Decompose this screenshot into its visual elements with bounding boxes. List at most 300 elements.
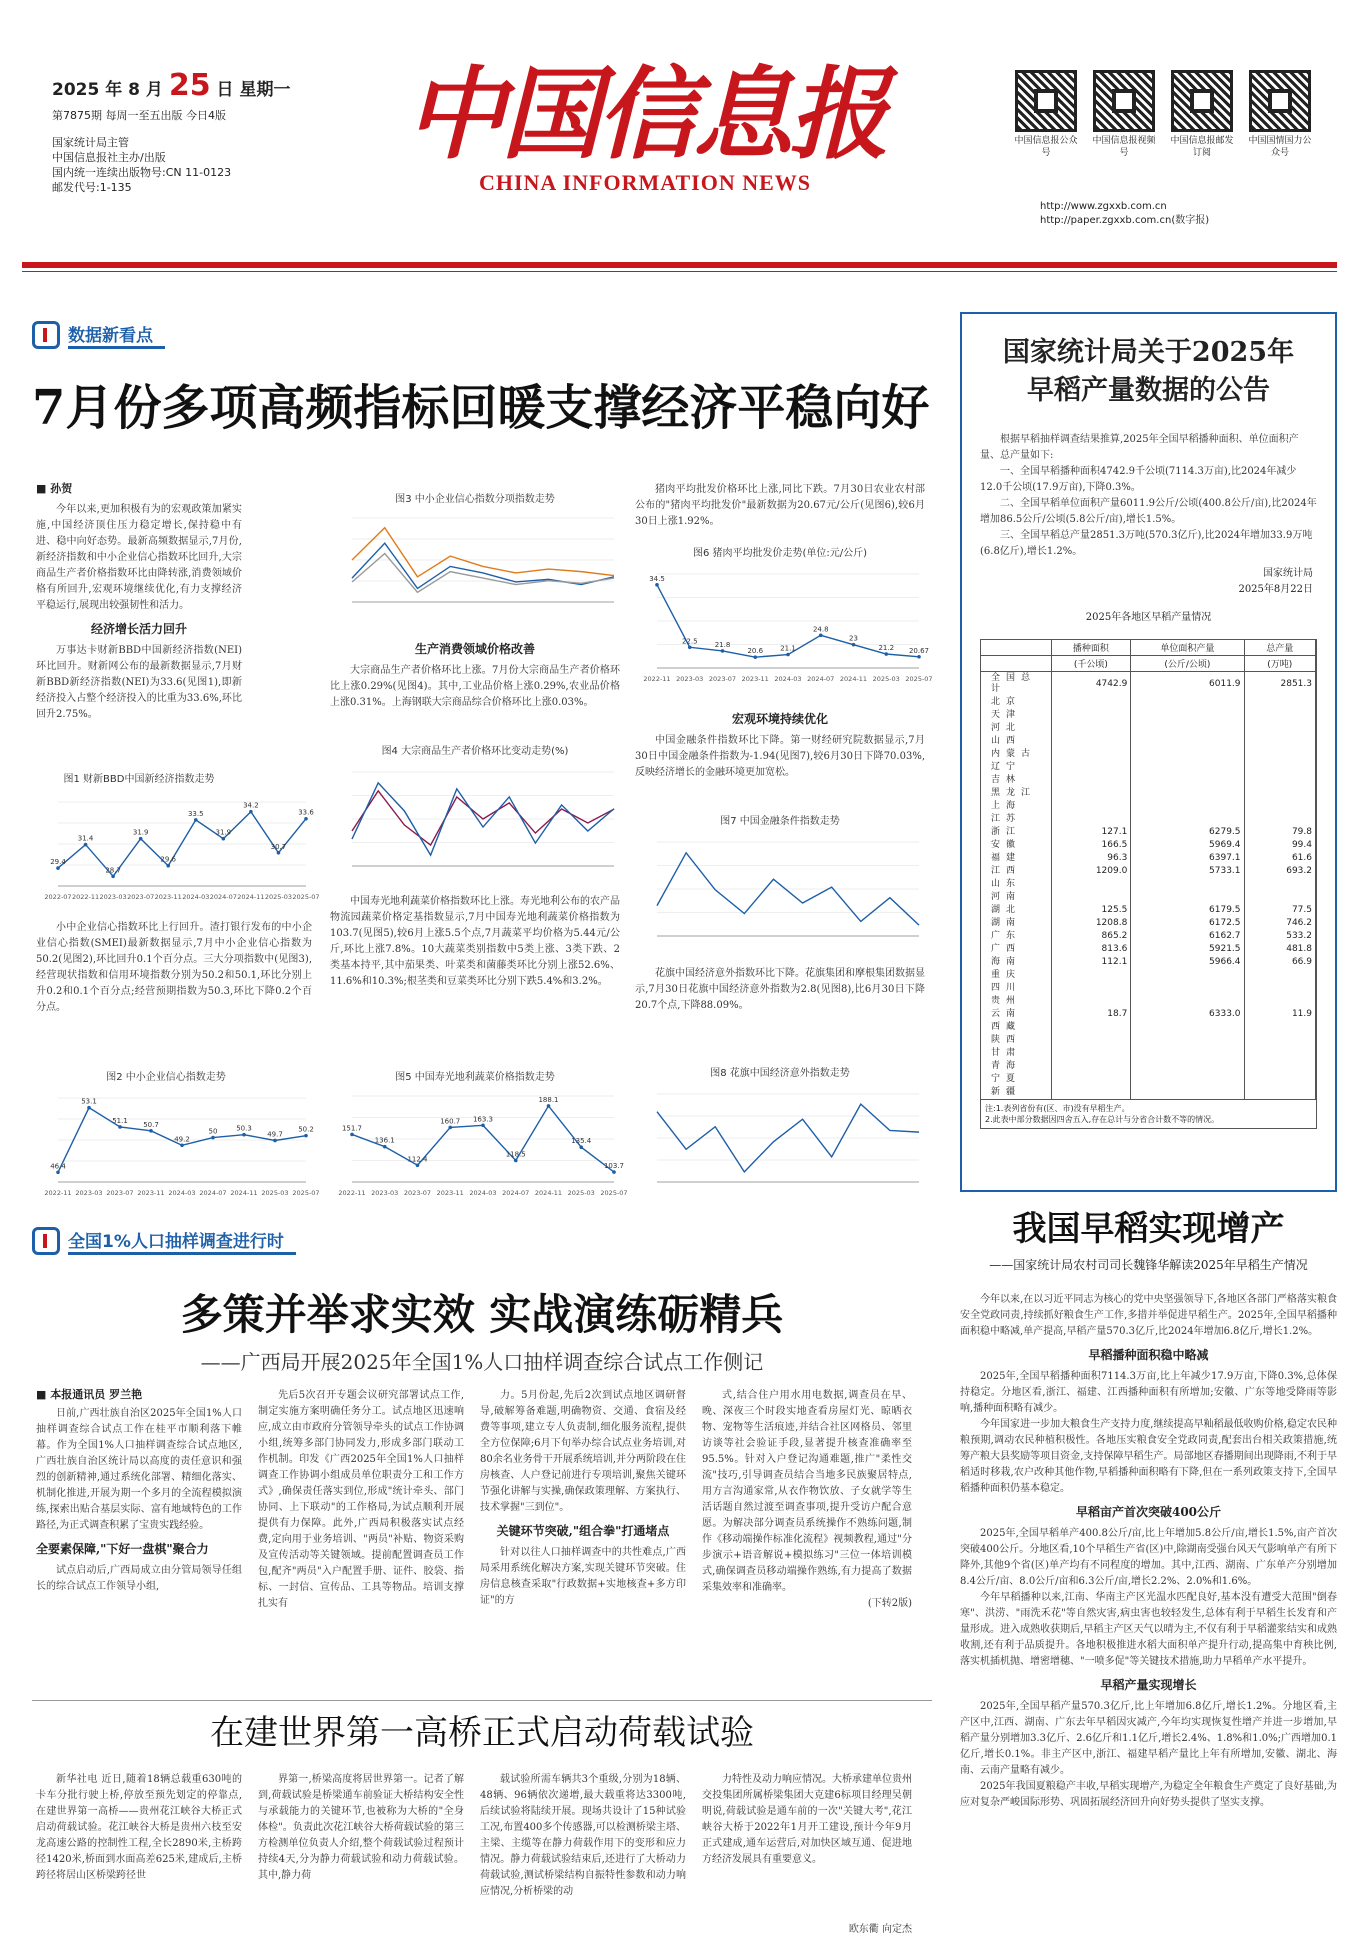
- data-point: [688, 645, 692, 649]
- table-row: [981, 1021, 1316, 1034]
- x-tick-label: 2022-11: [338, 1189, 366, 1197]
- figure-title: 图8 花旗中国经济意外指数走势: [710, 1068, 850, 1079]
- value-cell: [1131, 761, 1244, 774]
- data-label: 30.7: [270, 842, 287, 851]
- chart-fig8: [635, 1084, 925, 1198]
- region-cell: 北京: [981, 696, 1051, 709]
- data-point: [884, 652, 888, 656]
- table-row: [981, 917, 1316, 930]
- value-cell: 5733.1: [1131, 865, 1244, 878]
- date-weekday: 星期一: [239, 80, 291, 100]
- value-cell: 6162.7: [1131, 930, 1244, 943]
- value-cell: 5966.4: [1131, 956, 1244, 969]
- value-cell: [1051, 982, 1131, 995]
- region-cell: 湖南: [981, 917, 1051, 930]
- data-label: 50.7: [143, 1120, 159, 1129]
- value-cell: 1209.0: [1051, 865, 1131, 878]
- data-label: 46.4: [50, 1162, 66, 1171]
- region-cell: 上海: [981, 800, 1051, 813]
- table-row: [981, 956, 1316, 969]
- table-note: 2.此表中部分数据因四舍五入,存在总计与分省合计数不等的情况。: [985, 1115, 1220, 1124]
- data-point: [139, 837, 143, 841]
- x-tick-label: 2022-07: [44, 893, 72, 901]
- value-cell: 125.5: [1051, 904, 1131, 917]
- region-cell: 山东: [981, 878, 1051, 891]
- value-cell: 693.2: [1244, 865, 1315, 878]
- data-point: [242, 1133, 246, 1137]
- value-cell: [1051, 1060, 1131, 1073]
- table-title: 2025年各地区早稻产量情况: [1085, 612, 1212, 623]
- paragraph: 今年早稻播种以来,江南、华南主产区光温水匹配良好,基本没有遭受大范围"倒春寒"、洪涝、"雨洗禾花"等自然灾害,病虫害也较轻发生,总体有利于早稻生长发育和产量形成。进入成熟收获期后,早稻主产区天气以晴为主,不仅有利于早稻灌浆结实和成熟收割,还有利于品质提升。各地积极推进水稻大面积单产提升行动,提高集中育秧比例,落实机插机抛、增密增穗、"一喷多促"等关键技术措施,助力早稻单产水平提升。: [960, 1592, 1337, 1667]
- value-cell: 481.8: [1244, 943, 1315, 956]
- notice-body: [962, 432, 1335, 560]
- value-cell: [1131, 891, 1244, 904]
- x-tick-label: 2023-07: [708, 675, 737, 683]
- value-cell: [1244, 1047, 1315, 1060]
- value-cell: [1131, 1047, 1244, 1060]
- x-tick-label: 2024-11: [839, 675, 868, 683]
- region-cell: 福建: [981, 852, 1051, 865]
- paragraph: 万事达卡财新BBD中国新经济指数(NEI)环比回升。财新网公布的最新数据显示,7月财新BBD新经济指数(NEI)为33.6(见图1),即新经济投入占整个经济投入的比重为33.6%,环比回升2.75%。: [36, 645, 242, 720]
- value-cell: 6279.5: [1131, 826, 1244, 839]
- value-cell: [1051, 891, 1131, 904]
- value-cell: [1244, 1021, 1315, 1034]
- region-cell: 内蒙古: [981, 748, 1051, 761]
- data-point: [304, 817, 308, 821]
- table-header-row: [981, 640, 1316, 656]
- website-link[interactable]: http://www.zgxxb.com.cn: [1040, 201, 1167, 212]
- paragraph: 界第一,桥梁高度将居世界第一。记者了解到,荷载试验是桥梁通车前验证大桥结构安全性与承载能力的关键环节,也被称为大桥的"全身体检"。负责此次花江峡谷大桥荷载试验的第三方检测单位负责人介绍,整个荷载试验过程预计持续4天,分为静力荷载试验和动力荷载试验。其中,静力荷: [258, 1774, 464, 1881]
- table-row: [981, 995, 1316, 1008]
- column-unit: (公斤/公顷): [1131, 656, 1244, 672]
- x-tick-label: 2023-11: [436, 1189, 464, 1197]
- region-cell: 山西: [981, 735, 1051, 748]
- region-cell: 西藏: [981, 1021, 1051, 1034]
- column-header: 播种面积: [1051, 640, 1131, 656]
- data-label: 33.5: [187, 809, 204, 818]
- paragraph: 针对以往人口抽样调查中的共性难点,广西局采用系统化解决方案,实现关键环节突破。住房信息核查采取"行政数据+实地核查+多方印证"的方: [480, 1547, 686, 1606]
- figure-title: 图3 中小企业信心指数分项指数走势: [395, 494, 555, 505]
- table-row: [981, 839, 1316, 852]
- column-unit: (万吨): [1244, 656, 1315, 672]
- value-cell: 746.2: [1244, 917, 1315, 930]
- data-point: [547, 1104, 551, 1108]
- paragraph: 中国寿光地利蔬菜价格指数环比上涨。寿光地利公布的农产品物流园蔬菜价格定基指数显示,7月中国寿光地利蔬菜价格指数为103.7(见图5),较6月上涨5.5个点,7月蔬菜平均价格为5.44元/公斤,环比上涨7.8%。10大蔬菜类别指数中5类上涨、3类下跌、2类基本持平,其中茄果类、叶菜类和菌藤类环比分别上涨52.6%、11.6%和10.3%;根茎类和豆菜类环比分别下跌5.4%和3.2%。: [330, 896, 620, 987]
- table-row: [981, 904, 1316, 917]
- data-label: 31.9: [132, 828, 149, 837]
- x-tick-label: 2025-03: [261, 1189, 289, 1197]
- value-cell: 79.8: [1244, 826, 1315, 839]
- value-cell: [1131, 1086, 1244, 1099]
- table-row: [981, 800, 1316, 813]
- date-year: 2025: [52, 80, 100, 100]
- region-cell: 辽宁: [981, 761, 1051, 774]
- data-point: [273, 1139, 277, 1143]
- value-cell: 533.2: [1244, 930, 1315, 943]
- data-label: 21.2: [878, 644, 895, 653]
- column-header: 总产量: [1244, 640, 1315, 656]
- region-cell: 广东: [981, 930, 1051, 943]
- qrcode-item[interactable]: [1247, 70, 1313, 159]
- value-cell: [1051, 1086, 1131, 1099]
- value-cell: [1051, 969, 1131, 982]
- data-point: [917, 655, 921, 659]
- data-point: [721, 649, 725, 653]
- value-cell: 6011.9: [1131, 672, 1244, 697]
- data-point: [852, 643, 856, 647]
- value-cell: [1131, 982, 1244, 995]
- paragraph: 猪肉平均批发价格环比上涨,同比下跌。7月30日农业农村部公布的"猪肉平均批发价"最新数据为20.67元/公斤(见图6),较6月30日上涨1.92%。: [635, 484, 925, 527]
- table-row: [981, 722, 1316, 735]
- data-point: [166, 864, 170, 868]
- region-cell: 湖北: [981, 904, 1051, 917]
- notice-title: [962, 334, 1335, 410]
- qrcode-icon: [1015, 70, 1077, 132]
- publisher-line: 邮发代号:1-135: [52, 181, 132, 194]
- paragraph: 今年国家进一步加大粮食生产支持力度,继续提高早籼稻最低收购价格,稳定农民种粮预期,调动农民种植积极性。各地压实粮食安全党政同责,配套出台相关政策措施,统筹产粮大县奖励等项目资金,支持保障早稻生产。局部地区春播期间出现降雨,不利于早稻适时移栽,农户改种其他作物,早稻播种面积略有下降,但在一系列政策支持下,全国早稻播种面积仍基本稳定。: [960, 1419, 1337, 1494]
- data-point: [194, 818, 198, 822]
- data-point: [56, 866, 60, 870]
- data-point: [350, 1133, 354, 1137]
- region-cell: 江西: [981, 865, 1051, 878]
- value-cell: 11.9: [1244, 1008, 1315, 1021]
- value-cell: [1051, 1034, 1131, 1047]
- paragraph: 2025年,全国早稻产量570.3亿斤,比上年增加6.8亿斤,增长1.2%。分地区看,主产区中,江西、湖南、广东去年早稻因灾减产,今年均实现恢复性增产并进一步增加,早稻产量分别增加3.3亿斤、2.6亿斤和1.1亿斤,增长2.4%、1.8%和1.0%;广西增加0.1亿斤,增长0.1%。非主产区中,浙江、福建早稻产量比上年有所增加,安徽、湖北、海南、云南产量略有减少。: [960, 1701, 1337, 1776]
- qrcode-item[interactable]: [1091, 70, 1157, 159]
- data-label: 49.2: [174, 1135, 190, 1144]
- table-row: [981, 813, 1316, 826]
- paragraph: 先后5次召开专题会议研究部署试点工作,制定实施方案明确任务分工。试点地区迅速响应,成立由市政府分管领导牵头的试点工作协调小组,统筹多部门协同发力,形成多部门联动工作机制。印发《广西2025年全国1%人口抽样调查工作协调小组成员单位职责分工和工作方式》,确保责任落实到位,形成"统计牵头、部门协同、上下联动"的工作格局,为试点顺利开展提供有力保障。此外,广西局积极落实试点经费,定向用于业务培训、"两员"补贴、物资采购及宣传活动等关键领域。提前配置调查员工作包,配齐"两员"入户配置手册、证件、胶袋、指标、一封信、宣传品、工具等物品。培训支撑扎实有: [258, 1390, 464, 1609]
- value-cell: [1244, 696, 1315, 709]
- value-cell: [1131, 969, 1244, 982]
- table-row: [981, 969, 1316, 982]
- figure-title: 图6 猪肉平均批发价走势(单位:元/公斤): [692, 548, 868, 559]
- qrcode-item[interactable]: [1169, 70, 1235, 159]
- table-row: [981, 891, 1316, 904]
- section-heading: 生产消费领域价格改善: [414, 642, 535, 656]
- section-heading: 早稻产量实现增长: [1100, 1678, 1197, 1692]
- paragraph: 花旗中国经济意外指数环比下降。花旗集团和摩根集团数据显示,7月30日花旗中国经济意外指数为2.8(见图8),比6月30日下降20.7个点,下降88.09%。: [635, 968, 925, 1011]
- continued-note: (下转2版): [867, 1598, 912, 1609]
- chart-fig1: [36, 792, 320, 902]
- publisher-line: 国家统计局主管: [52, 136, 129, 149]
- column-header: 单位面积产量: [1131, 640, 1244, 656]
- data-label: 49.7: [267, 1130, 283, 1139]
- x-tick-label: 2023-11: [137, 1189, 165, 1197]
- value-cell: 6397.1: [1131, 852, 1244, 865]
- figure-title: 图4 大宗商品生产者价格环比变动走势(%): [381, 746, 569, 757]
- figure-title: 图5 中国寿光地利蔬菜价格指数走势: [395, 1072, 555, 1083]
- data-point: [819, 634, 823, 638]
- masthead-left: [52, 68, 297, 195]
- notice-title-line: 国家统计局关于2025年: [1002, 337, 1295, 368]
- qrcode-icon: [1093, 70, 1155, 132]
- data-label: 34.2: [243, 801, 259, 810]
- table-row: [981, 1008, 1316, 1021]
- data-point: [753, 655, 757, 659]
- paragraph: 试点启动后,广西局成立由分管局领导任组长的综合试点工作领导小组,: [36, 1565, 242, 1592]
- chart-fig7: [635, 832, 925, 952]
- table-row: [981, 878, 1316, 891]
- data-label: 160.7: [440, 1117, 461, 1126]
- article3-col1: [36, 1386, 242, 1595]
- paragraph: 2025年,全国早稻单产400.8公斤/亩,比上年增加5.8公斤/亩,增长1.5%,亩产首次突破400公斤。分地区看,10个早稻生产省(区)中,除湖南受强台风天气影响单产有所下降外,其他9个省(区)单产均有不同程度的增加。其中,江西、湖南、广东单产分别增加8.4公斤/亩、8.0公斤/亩和6.3公斤/亩,增长2.2%、2.0%和1.6%。: [960, 1528, 1337, 1587]
- region-cell: 天津: [981, 709, 1051, 722]
- region-cell: 江苏: [981, 813, 1051, 826]
- value-cell: [1244, 1073, 1315, 1086]
- value-cell: [1131, 1073, 1244, 1086]
- qrcode-caption: 中国信息报公众号: [1014, 136, 1078, 158]
- value-cell: 5969.4: [1131, 839, 1244, 852]
- value-cell: [1051, 787, 1131, 800]
- paragraph: 一、全国早稻播种面积4742.9千公顷(7114.3万亩),比2024年减少12.0千公顷(17.9万亩),下降0.3%。: [980, 466, 1297, 493]
- value-cell: [1131, 1060, 1244, 1073]
- section-heading: 早稻播种面积稳中略减: [1088, 1348, 1209, 1362]
- paragraph: 大宗商品生产者价格环比上涨。7月份大宗商品生产者价格环比上涨0.29%(见图4)。其中,工业品价格上涨0.29%,农业品价格上涨0.31%。上海钢联大宗商品综合价格环比上涨0.03%。: [330, 665, 620, 708]
- data-point: [118, 1125, 122, 1129]
- data-label: 34.5: [649, 574, 665, 583]
- data-point: [304, 1134, 308, 1138]
- value-cell: [1244, 735, 1315, 748]
- x-tick-label: 2024-03: [182, 893, 210, 901]
- value-cell: [1051, 696, 1131, 709]
- x-tick-label: 2024-07: [502, 1189, 530, 1197]
- article1-col3: [635, 704, 925, 781]
- data-label: 31.9: [215, 828, 232, 837]
- section-tag: [32, 318, 165, 352]
- data-point: [149, 1129, 153, 1133]
- qrcode-caption: 中国信息报邮发订阅: [1170, 136, 1234, 158]
- data-point: [481, 1124, 485, 1128]
- x-tick-label: 2022-11: [44, 1189, 72, 1197]
- data-point: [655, 583, 659, 587]
- data-point: [180, 1144, 184, 1148]
- notice-box: [960, 312, 1337, 1192]
- article2-subhead: ——国家统计局农村司司长魏锋华解读2025年早稻生产情况: [989, 1258, 1308, 1272]
- x-tick-label: 2024-11: [534, 1189, 563, 1197]
- region-cell: 海南: [981, 956, 1051, 969]
- value-cell: [1244, 800, 1315, 813]
- data-point: [56, 1171, 60, 1175]
- table-row: [981, 982, 1316, 995]
- article3-headline: 多策并举求实效 实战演练砺精兵: [180, 1290, 784, 1339]
- article2-body: [960, 1292, 1337, 1811]
- paragraph: 小中企业信心指数环比上行回升。渣打银行发布的中小企业信心指数(SMEI)最新数据显示,7月中小企业信心指数为50.2(见图2),环比回升0.1个百分点。三大分项指数中(见图3),经营现状指数和信用环境指数分别为50.2和50.1,环比分别上升0.2和0.1个百分点;经营预期指数为50.3,环比下降0.2个百分点。: [36, 922, 312, 1013]
- rice-output-table: [980, 639, 1317, 1129]
- figure-title: 图7 中国金融条件指数走势: [720, 816, 840, 827]
- region-cell: 陕西: [981, 1034, 1051, 1047]
- table-row: [981, 787, 1316, 800]
- table-row: [981, 943, 1316, 956]
- table-row: [981, 930, 1316, 943]
- paragraph: 三、全国早稻总产量2851.3万吨(570.3亿斤),比2024年增加33.9万吨(6.8亿斤),增长1.2%。: [980, 530, 1313, 557]
- data-label: 50: [208, 1127, 218, 1136]
- x-tick-label: 2023-07: [403, 1189, 432, 1197]
- value-cell: [1244, 748, 1315, 761]
- data-label: 112.4: [407, 1155, 428, 1164]
- data-label: 31.4: [77, 834, 94, 843]
- data-label: 23: [849, 634, 858, 643]
- qrcode-caption: 中国国情国力公众号: [1248, 136, 1312, 158]
- value-cell: [1051, 774, 1131, 787]
- region-cell: 新疆: [981, 1086, 1051, 1099]
- value-cell: 66.9: [1244, 956, 1315, 969]
- publisher-info: [52, 135, 297, 195]
- table-row: [981, 852, 1316, 865]
- value-cell: [1131, 813, 1244, 826]
- section-heading: 经济增长活力回升: [90, 622, 187, 636]
- x-tick-label: 2024-07: [807, 675, 835, 683]
- value-cell: 166.5: [1051, 839, 1131, 852]
- value-cell: 96.3: [1051, 852, 1131, 865]
- article1-headline: 7月份多项高频指标回暖支撑经济平稳向好: [32, 380, 930, 436]
- article1-col1: [36, 480, 242, 723]
- section-tag-label: 数据新看点: [68, 321, 165, 349]
- data-label: 188.1: [538, 1095, 559, 1104]
- qrcode-item[interactable]: [1013, 70, 1079, 159]
- article1-col2: [330, 634, 620, 711]
- value-cell: 813.6: [1051, 943, 1131, 956]
- x-tick-label: 2024-03: [469, 1189, 497, 1197]
- paragraph: 力特性及动力响应情况。大桥承建单位贵州交投集团所属桥梁集团大克建6标项目经理吴朝明说,荷载试验是通车前的一次"关键大考",花江峡谷大桥于2022年1月开工建设,预计今年9月正式建成,通车运营后,对加快区域互通、促进地方经济发展具有重要意义。: [702, 1774, 912, 1865]
- logo-english: CHINA INFORMATION NEWS: [478, 170, 812, 195]
- table-row: [981, 1060, 1316, 1073]
- logo-chinese: 中国信息报: [405, 55, 885, 173]
- region-cell: 浙江: [981, 826, 1051, 839]
- x-tick-label: 2023-03: [99, 893, 127, 901]
- data-label: 50.2: [298, 1125, 314, 1134]
- x-tick-label: 2025-07: [292, 1189, 320, 1197]
- value-cell: [1131, 1034, 1244, 1047]
- value-cell: 112.1: [1051, 956, 1131, 969]
- section-heading: 早稻亩产首次突破400公斤: [1075, 1505, 1222, 1519]
- data-point: [87, 1106, 91, 1110]
- chart-fig4: [330, 762, 620, 882]
- section-heading: 全要素保障,"下好一盘棋"聚合力: [36, 1542, 209, 1556]
- value-cell: [1131, 709, 1244, 722]
- region-cell: 云南: [981, 1008, 1051, 1021]
- region-cell: 甘肃: [981, 1047, 1051, 1060]
- x-tick-label: 2024-03: [774, 675, 802, 683]
- value-cell: 99.4: [1244, 839, 1315, 852]
- x-tick-label: 2024-03: [168, 1189, 196, 1197]
- value-cell: [1051, 995, 1131, 1008]
- x-tick-label: 2025-03: [872, 675, 900, 683]
- region-cell: 全国总计: [981, 672, 1051, 697]
- date-day: 25: [168, 68, 211, 103]
- section-tag: [32, 1224, 296, 1258]
- region-cell: 安徽: [981, 839, 1051, 852]
- value-cell: 5921.5: [1131, 943, 1244, 956]
- value-cell: [1244, 787, 1315, 800]
- data-label: 33.6: [298, 808, 314, 817]
- table-row: [981, 735, 1316, 748]
- region-cell: 贵州: [981, 995, 1051, 1008]
- value-cell: 2851.3: [1244, 672, 1315, 697]
- column-unit: (千公顷): [1051, 656, 1131, 672]
- value-cell: [1131, 800, 1244, 813]
- x-tick-label: 2025-03: [264, 893, 293, 901]
- value-cell: [1051, 735, 1131, 748]
- x-tick-label: 2024-11: [237, 893, 265, 901]
- table-row: [981, 696, 1316, 709]
- value-cell: 61.6: [1244, 852, 1315, 865]
- value-cell: [1244, 995, 1315, 1008]
- x-tick-label: 2025-07: [292, 893, 320, 901]
- article3-col3: [480, 1388, 686, 1609]
- x-tick-label: 2023-07: [106, 1189, 134, 1197]
- value-cell: [1131, 722, 1244, 735]
- notice-title-line: 早稻产量数据的公告: [1027, 375, 1270, 406]
- data-point: [514, 1159, 518, 1163]
- x-tick-label: 2023-07: [127, 893, 155, 901]
- value-cell: [1051, 709, 1131, 722]
- data-label: 118.5: [505, 1150, 526, 1159]
- x-tick-label: 2024-11: [230, 1189, 258, 1197]
- region-cell: 重庆: [981, 969, 1051, 982]
- paragraph: 今年以来,更加积极有为的宏观政策加紧实施,中国经济顶住压力稳定增长,保持稳中有进、稳中向好态势。最新高频数据显示,7月份,新经济指数和中小企业信心指数环比回升,大宗商品生产者价格指数环比由降转涨,消费领域价格有所回升,宏观环境继续优化,有力支撑经济平稳运行,展现出较强韧性和活力。: [36, 504, 242, 611]
- value-cell: [1051, 722, 1131, 735]
- x-tick-label: 2025-07: [905, 675, 933, 683]
- value-cell: [1131, 748, 1244, 761]
- value-cell: [1244, 982, 1315, 995]
- data-point: [786, 653, 790, 657]
- value-cell: [1131, 774, 1244, 787]
- region-cell: 广西: [981, 943, 1051, 956]
- value-cell: [1244, 878, 1315, 891]
- data-point: [249, 810, 253, 814]
- value-cell: [1131, 1021, 1244, 1034]
- table-row: [981, 826, 1316, 839]
- newspaper-logo: [385, 55, 905, 208]
- data-point: [579, 1145, 583, 1149]
- figure-title: 图2 中小企业信心指数走势: [106, 1072, 226, 1083]
- data-label: 53.1: [81, 1097, 97, 1106]
- table-row: [981, 865, 1316, 878]
- paragraph: 式,结合住户用水用电数据,调查员在早、晚、深夜三个时段实地查看房屋灯光、晾晒衣物、宠物等生活痕迹,并结合社区网格员、邻里访谈等社会验证手段,显著提升核查准确率至95.5%。针对入户登记沟通难题,推广"柔性交流"技巧,引导调查员结合当地多民族聚居特点,用方言沟通家常,从衣作物饮放、子女就学等生活话题自然过渡至调查事项,提升受访户配合意愿。为解决部分调查员系统操作不熟练问题,制作《移动端操作标准化流程》视频教程,通过"分步演示+语音解说+模拟练习"三位一体培训模式,确保调查员移动端操作熟练,有力提高了数据采集效率和准确率。: [702, 1390, 912, 1593]
- data-label: 28.7: [105, 866, 121, 875]
- data-point: [277, 851, 281, 855]
- value-cell: [1244, 709, 1315, 722]
- reporter-credit: 欧东衢 向定杰: [848, 1924, 912, 1935]
- section-divider: [32, 1700, 932, 1701]
- x-tick-label: 2025-03: [567, 1189, 595, 1197]
- x-tick-label: 2023-03: [371, 1189, 399, 1197]
- data-label: 20.6: [747, 647, 764, 656]
- value-cell: [1244, 761, 1315, 774]
- article4-headline: 在建世界第一高桥正式启动荷载试验: [210, 1713, 754, 1753]
- masthead-divider-thin: [22, 271, 1337, 272]
- qrcode-caption: 中国信息报视频号: [1092, 136, 1156, 158]
- value-cell: [1244, 1034, 1315, 1047]
- digital-paper-link[interactable]: http://paper.zgxxb.com.cn(数字报): [1040, 215, 1210, 226]
- value-cell: [1244, 969, 1315, 982]
- chart-fig6: [635, 564, 933, 684]
- value-cell: [1244, 891, 1315, 904]
- qrcode-icon: [1249, 70, 1311, 132]
- data-label: 51.1: [112, 1116, 128, 1125]
- data-label: 103.7: [603, 1162, 625, 1171]
- table-note: 注:1.表列省份有(区、市)没有早稻生产。: [985, 1104, 1130, 1113]
- region-cell: 青海: [981, 1060, 1051, 1073]
- table-row: [981, 748, 1316, 761]
- chart-fig2: [36, 1088, 320, 1198]
- value-cell: [1051, 748, 1131, 761]
- issue-date: 2025 年 8 月 25 日 星期一: [52, 68, 291, 103]
- table-row: [981, 709, 1316, 722]
- value-cell: 127.1: [1051, 826, 1131, 839]
- value-cell: [1131, 735, 1244, 748]
